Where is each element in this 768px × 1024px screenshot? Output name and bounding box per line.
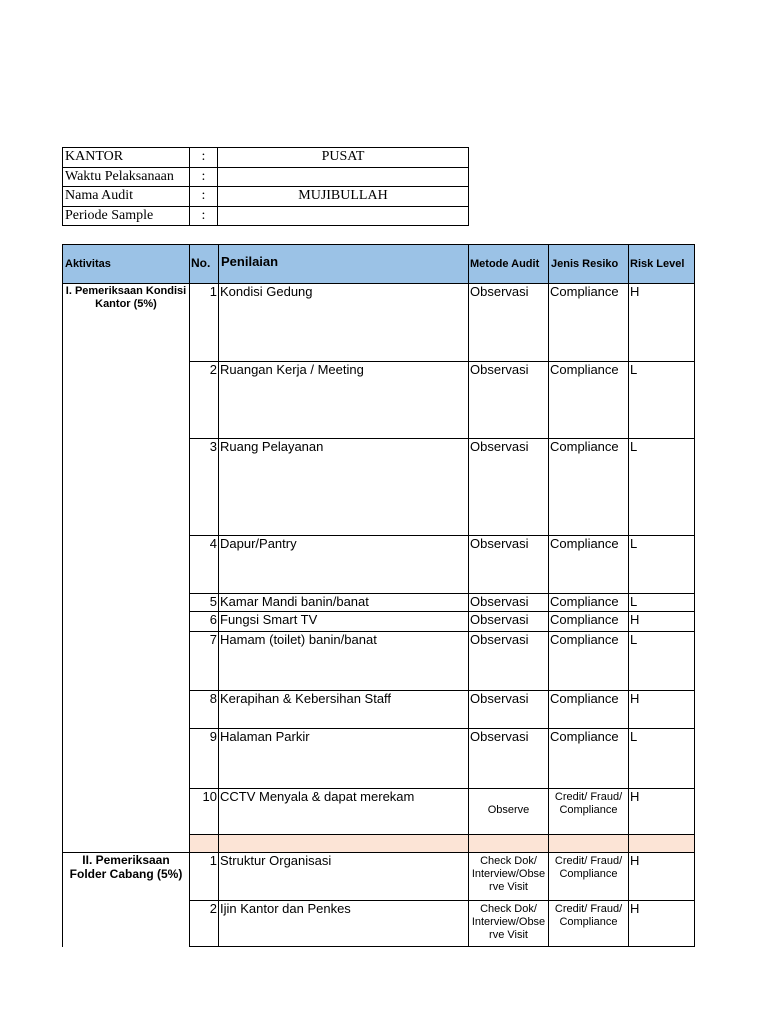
row-jenis-resiko: Compliance: [550, 362, 619, 377]
row-metode-audit: Observasi: [470, 691, 529, 706]
info-label: Waktu Pelaksanaan: [63, 167, 190, 187]
row-number: 10: [202, 789, 217, 804]
row-number: 1: [209, 284, 217, 299]
info-value: [218, 206, 469, 226]
info-label: KANTOR: [63, 148, 190, 168]
grid-line-vertical: [468, 244, 469, 947]
row-jenis-resiko: Compliance: [550, 729, 619, 744]
header-aktivitas: Aktivitas: [65, 258, 111, 270]
row-penilaian: Dapur/Pantry: [220, 536, 297, 551]
row-risk-level: H: [630, 691, 640, 706]
row-number: 6: [209, 612, 217, 627]
row-number: 3: [209, 439, 217, 454]
row-metode-audit: Observasi: [470, 536, 529, 551]
header-penilaian: Penilaian: [221, 254, 279, 269]
grid-line-vertical: [548, 244, 549, 947]
row-risk-level: H: [630, 853, 640, 868]
row-metode-audit: Observasi: [470, 284, 529, 299]
info-separator: :: [190, 187, 218, 207]
row-number: 5: [209, 594, 217, 609]
grid-line-vertical: [628, 244, 629, 947]
group-label-folder-cabang: II. Pemeriksaan Folder Cabang (5%): [69, 853, 183, 881]
row-risk-level: L: [630, 729, 638, 744]
row-jenis-resiko: Compliance: [550, 691, 619, 706]
row-penilaian: Hamam (toilet) banin/banat: [220, 632, 377, 647]
row-risk-level: L: [630, 439, 638, 454]
row-number: 8: [209, 691, 217, 706]
row-risk-level: H: [630, 901, 640, 916]
audit-info-table: [62, 147, 469, 226]
row-metode-audit: Observe: [487, 804, 530, 816]
info-value: [218, 167, 469, 187]
row-penilaian: Halaman Parkir: [220, 729, 310, 744]
grid-line-horizontal: [189, 946, 695, 947]
row-penilaian: Struktur Organisasi: [220, 853, 332, 868]
info-row-nama-audit: [63, 187, 469, 207]
row-jenis-resiko: Compliance: [550, 439, 619, 454]
grid-line-vertical: [218, 244, 219, 947]
info-label: Periode Sample: [63, 206, 190, 226]
row-risk-level: H: [630, 612, 640, 627]
info-row-kantor: [63, 148, 469, 168]
row-risk-level: L: [630, 594, 638, 609]
row-risk-level: L: [630, 362, 638, 377]
row-jenis-resiko: Compliance: [550, 612, 619, 627]
group-label-kondisi-kantor: I. Pemeriksaan Kondisi Kantor (5%): [65, 285, 187, 310]
row-penilaian: Kondisi Gedung: [220, 284, 313, 299]
row-penilaian: Fungsi Smart TV: [220, 612, 318, 627]
row-number: 2: [209, 362, 217, 377]
info-label: Nama Audit: [63, 187, 190, 207]
row-metode-audit: Observasi: [470, 729, 529, 744]
info-row-waktu: [63, 167, 469, 187]
row-risk-level: H: [630, 284, 640, 299]
row-jenis-resiko: Credit/ Fraud/ Compliance: [554, 791, 623, 816]
header-risk-level: Risk Level: [630, 258, 685, 270]
row-jenis-resiko: Compliance: [550, 536, 619, 551]
row-metode-audit: Observasi: [470, 439, 529, 454]
row-number: 9: [209, 729, 217, 744]
grid-line-horizontal: [62, 244, 695, 245]
row-risk-level: H: [630, 789, 640, 804]
row-penilaian: Kerapihan & Kebersihan Staff: [220, 691, 392, 706]
grid-line-vertical: [694, 244, 695, 947]
header-metode-audit: Metode Audit: [470, 258, 540, 270]
row-jenis-resiko: Credit/ Fraud/ Compliance: [554, 903, 623, 928]
row-jenis-resiko: Compliance: [550, 594, 619, 609]
row-jenis-resiko: Credit/ Fraud/ Compliance: [554, 855, 623, 880]
grid-line-horizontal: [62, 852, 190, 853]
row-penilaian: Ijin Kantor dan Penkes: [220, 901, 351, 916]
row-number: 2: [209, 901, 217, 916]
row-penilaian: Kamar Mandi banin/banat: [220, 594, 369, 609]
grid-line-vertical: [62, 244, 63, 947]
row-number: 7: [209, 632, 217, 647]
row-risk-level: L: [630, 632, 638, 647]
row-number: 1: [209, 853, 217, 868]
row-metode-audit: Observasi: [470, 362, 529, 377]
row-penilaian: Ruang Pelayanan: [220, 439, 324, 454]
row-metode-audit: Observasi: [470, 594, 529, 609]
header-jenis-resiko: Jenis Resiko: [551, 258, 619, 270]
row-metode-audit: Check Dok/ Interview/Obse rve Visit: [471, 855, 546, 893]
row-jenis-resiko: Compliance: [550, 284, 619, 299]
info-value: MUJIBULLAH: [218, 187, 469, 207]
row-penilaian: Ruangan Kerja / Meeting: [220, 362, 364, 377]
row-number: 4: [209, 536, 217, 551]
info-separator: :: [190, 167, 218, 187]
info-value: PUSAT: [218, 148, 469, 168]
row-jenis-resiko: Compliance: [550, 632, 619, 647]
row-risk-level: L: [630, 536, 638, 551]
info-row-periode: [63, 206, 469, 226]
row-metode-audit: Observasi: [470, 632, 529, 647]
header-no: No.: [191, 256, 211, 270]
section-separator-row: [189, 834, 694, 852]
info-separator: :: [190, 206, 218, 226]
grid-line-horizontal: [189, 834, 695, 835]
row-metode-audit: Check Dok/ Interview/Obse rve Visit: [471, 903, 546, 941]
row-metode-audit: Observasi: [470, 612, 529, 627]
row-penilaian: CCTV Menyala & dapat merekam: [220, 789, 415, 804]
info-separator: :: [190, 148, 218, 168]
